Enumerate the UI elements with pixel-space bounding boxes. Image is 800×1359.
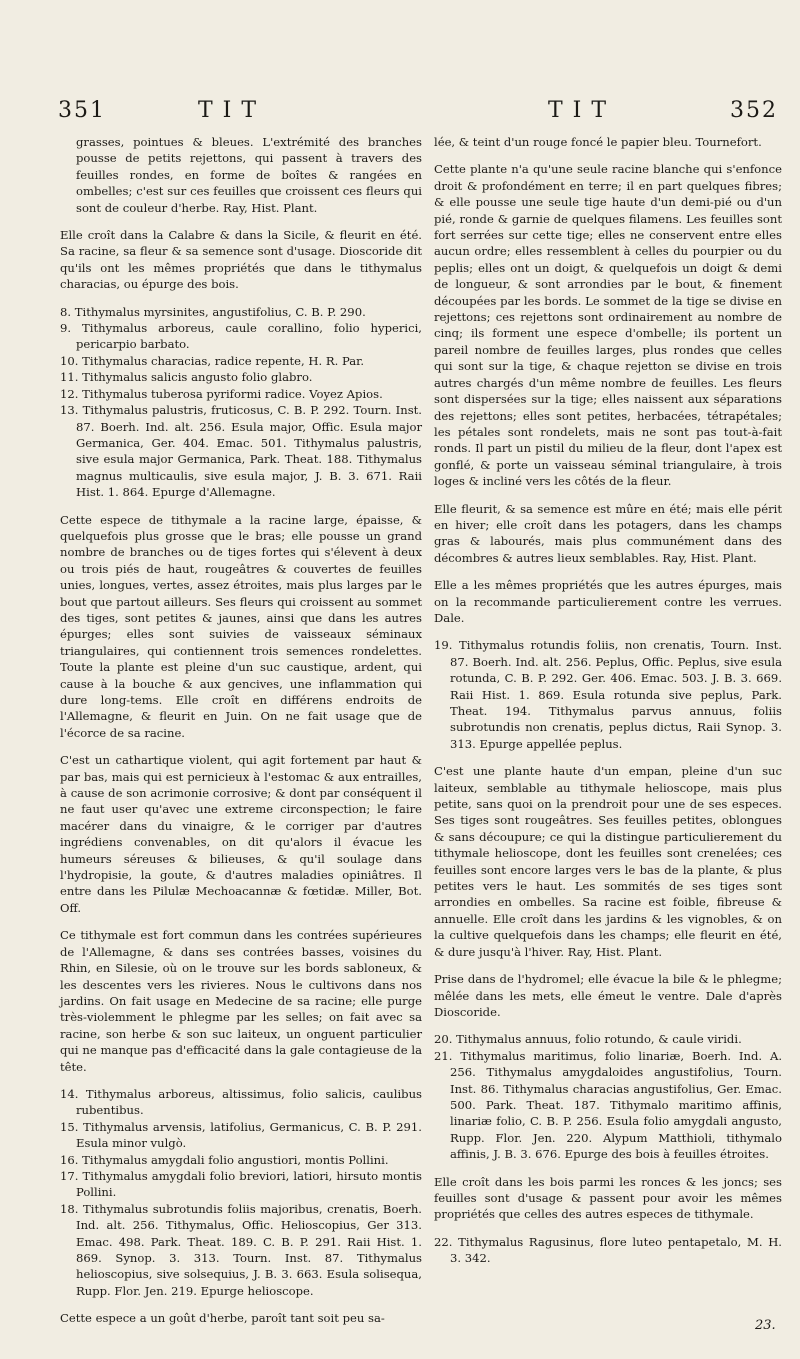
paragraph: Cette espece a un goût d'herbe, paroît tant soit peu sa- bbox=[60, 1311, 385, 1326]
entry: 16. Tithymalus amygdali folio angustiori, montis Pollini. bbox=[60, 1152, 389, 1167]
page-number-right: 352 bbox=[730, 98, 778, 123]
paragraph: lée, & teint d'un rouge foncé le papier bleu. Tournefort. bbox=[434, 135, 762, 149]
paragraph: Cette espece de tithymale a la racine large, épaisse, & quelquefois plus grosse que le bras; elle pousse un grand nombre de branches ou de tiges fortes qui s'élevent à deux ou trois piés de haut, rougeâtres & couvertes de feuilles unies, longues, vertes, assez étroites, mais plus larges par le bout que partout ailleurs. Ses fleurs qui croissent au sommet des tiges, sont petites & jaunes, ainsi que dans les autres épurges; elles sont suivies de vaisseaux séminaux triangulaires, qui contiennent trois semences rondelettes. Toute la plante est pleine d'un suc caustique, ardent, qui cause à la bouche & aux gencives, une inflammation qui dure long-tems. Elle croît en différens endroits de l'Allemagne, & fleurit en Juin. On ne fait usage que de l'écorce de sa racine. bbox=[60, 512, 422, 740]
paragraph: C'est un cathartique violent, qui agit fortement par haut & par bas, mais qui est pernicieux à l'estomac & aux entrailles, à cause de son acrimonie corrosive; & dont par conséquent il ne faut user qu'avec une extreme circonspection; le faire macérer dans du vinaigre, & le corriger par d'autres ingrédiens convenables, on dit qu'alors il évacue les humeurs séreuses & bilieuses, & qu'il soulage dans l'hydropisie, la goute, & d'autres maladies opiniâtres. Il entre dans les Pilulæ Mechoacannæ & fœtidæ. Miller, Bot. Off. bbox=[60, 753, 422, 915]
paragraph: Elle croît dans les bois parmi les ronces & les joncs; ses feuilles sont d'usage & passent pour avoir les mêmes propriétés que celles des autres especes de tithymale. bbox=[434, 1174, 782, 1222]
entry: 13. Tithymalus palustris, fruticosus, C. B. P. 292. Tourn. Inst. 87. Boerh. Ind. alt. 256. Esula major, Offic. Esula major Germanica, Ger. 404. Emac. 501. Tithymalus palustris, sive esula major Germanica, Park. Theat. 188. Tithymalus magnus multicaulis, sive esula major, J. B. 3. 671. Raii Hist. 1. 864. Epurge d'Allemagne. bbox=[60, 403, 422, 500]
entry: 11. Tithymalus salicis angusto folio glabro. bbox=[60, 370, 313, 385]
paragraph: Elle croît dans la Calabre & dans la Sicile, & fleurit en été. Sa racine, sa fleur & sa semence sont d'usage. Dioscoride dit qu'ils ont les mêmes propriétés que dans le tithymalus characias, ou épurge des bois. bbox=[60, 228, 422, 292]
right-column bbox=[434, 134, 782, 1267]
paragraph: Elle fleurit, & sa semence est mûre en été; mais elle périt en hiver; elle croît dans les potagers, dans les champs gras & labourés, mais plus communément dans des décombres & autres lieux semblables. Ray, Hist. Plant. bbox=[434, 501, 782, 565]
paragraph: Elle a les mêmes propriétés que les autres épurges, mais on la recommande particulierement contre les verrues. Dale. bbox=[434, 578, 782, 625]
entry: 19. Tithymalus rotundis foliis, non crenatis, Tourn. Inst. 87. Boerh. Ind. alt. 256. Peplus, Offic. Peplus, sive esula rotunda, C. B. P. 292. Ger. 406. Emac. 503. J. B. 3. 669. Raii Hist. 1. 869. Esula rotunda sive peplus, Park. Theat. 194. Tithymalus parvus annuus, foliis subrotundis non crenatis, peplus dictus, Raii Synop. 3. 313. Epurge appellée peplus. bbox=[434, 638, 782, 751]
entry: 8. Tithymalus myrsinites, angustifolius, C. B. P. 290. bbox=[60, 304, 366, 319]
paragraph: Cette plante n'a qu'une seule racine blanche qui s'enfonce droit & profondément en terre; il en part quelques fibres; & elle pousse une seule tige haute d'un demi-pié ou d'un pié, ronde & garnie de quelques filamens. Les feuilles sont fort serrées sur cette tige; elles ne conservent entre elles aucun ordre; elles ressemblent à celles du pourpier ou du peplis; elles ont un doigt, & quelquefois un doigt & demi de longueur, & sont arrondies par le bout, & finement découpées par les bords. Le sommet de la tige se divise en rejettons; ces rejettons sont ordinairement au nombre de cinq; ils forment une espece d'ombelle; ils portent un pareil nombre de feuilles larges, plus rondes que celles qui sont sur la tige, & chaque rejetton se divise en trois autres chargés d'un même nombre de feuilles. Les fleurs sont dispersées sur la tige; elles naissent aux séparations des rejettons; elles sont petites, herbacées, tétrapétales; les pétales sont rondelets, mais ne sont pas tout-à-fait ronds. Il part un pistil du milieu de la fleur, dont l'apex est gonflé, & porte un vaisseau séminal triangulaire, à trois loges & incliné vers les côtés de la fleur. bbox=[434, 162, 782, 489]
paragraph: Prise dans de l'hydromel; elle évacue la bile & le phlegme; mêlée dans les mets, elle émeut le ventre. Dale d'après Dioscoride. bbox=[434, 972, 782, 1019]
entry: 14. Tithymalus arboreus, altissimus, folio salicis, caulibus rubentibus. bbox=[60, 1086, 422, 1118]
entry: 17. Tithymalus amygdali folio breviori, latiori, hirsuto montis Pollini. bbox=[60, 1168, 422, 1200]
entry: 18. Tithymalus subrotundis foliis majoribus, crenatis, Boerh. Ind. alt. 256. Tithymalus, Offic. Helioscopius, Ger 313. Emac. 498. Park. Theat. 189. C. B. P. 291. Raii Hist. 1. 869. Synop. 3. 313. Tourn. Inst. 87. Tithymalus helioscopius, sive solsequius, J. B. 3. 663. Esula solisequa, Rupp. Flor. Jen. 219. Epurge helioscope. bbox=[60, 1201, 422, 1298]
running-head-left: TIT bbox=[198, 98, 267, 123]
entry: 22. Tithymalus Ragusinus, flore luteo pentapetalo, M. H. 3. 342. bbox=[434, 1234, 782, 1266]
signature-mark: 23. bbox=[755, 1318, 776, 1333]
entry: 21. Tithymalus maritimus, folio linariæ, Boerh. Ind. A. 256. Tithymalus amygdaloides angustifolius, Tourn. Inst. 86. Tithymalus characias angustifolius, Ger. Emac. 500. Park. Theat. 187. Tithymalo maritimo affinis, linariæ folio, C. B. P. 256. Esula folio amygdali angusto, Rupp. Flor. Jen. 220. Alypum Matthioli, tithymalo affinis, J. B. 3. 676. Epurge des bois à feuilles étroites. bbox=[434, 1048, 782, 1162]
left-column bbox=[60, 134, 422, 1338]
paragraph: grasses, pointues & bleues. L'extrémité des branches pousse de petits rejettons, qui passent à travers des feuilles rondes, en forme de boîtes & rangées en ombelles; c'est sur ces feuilles que croissent ces fleurs qui sont de couleur d'herbe. Ray, Hist. Plant. bbox=[76, 135, 422, 215]
entry: 15. Tithymalus arvensis, latifolius, Germanicus, C. B. P. 291. Esula minor vulgò. bbox=[60, 1119, 422, 1151]
entry: 10. Tithymalus characias, radice repente, H. R. Par. bbox=[60, 353, 365, 368]
entry: 20. Tithymalus annuus, folio rotundo, & caule viridi. bbox=[434, 1032, 742, 1047]
paragraph: C'est une plante haute d'un empan, pleine d'un suc laiteux, semblable au tithymale helioscope, mais plus petite, sans quoi on la prendroit pour une de ses especes. Ses tiges sont rougeâtres. Ses feuilles petites, oblongues & sans découpure; ce qui la distingue particulierement du tithymale helioscope, dont les feuilles sont crenelées; ces feuilles sont encore larges vers le bas de la plante, & plus petites vers le haut. Les sommités de ses tiges sont arrondies en ombelles. Sa racine est foible, fibreuse & annuelle. Elle croît dans les jardins & les vignobles, & on la cultive quelquefois dans les champs; elle fleurit en été, & dure jusqu'à l'hiver. Ray, Hist. Plant. bbox=[434, 764, 782, 959]
running-head-right: TIT bbox=[548, 98, 617, 123]
entry: 12. Tithymalus tuberosa pyriformi radice. Voyez Apios. bbox=[60, 386, 383, 401]
entry: 9. Tithymalus arboreus, caule corallino, folio hyperici, pericarpio barbato. bbox=[60, 321, 422, 352]
paragraph: Ce tithymale est fort commun dans les contrées supérieures de l'Allemagne, & dans ses contrées basses, voisines du Rhin, en Silesie, où on le trouve sur les bords sabloneux, & les descentes vers les rivieres. Nous le cultivons dans nos jardins. On fait usage en Medecine de sa racine; elle purge très-violemment le phlegme par les selles; on fait avec sa racine, son herbe & son suc laiteux, un onguent particulier qui ne manque pas d'efficacité dans la gale contagieuse de la tête. bbox=[60, 928, 422, 1074]
page-number-left: 351 bbox=[58, 98, 106, 123]
